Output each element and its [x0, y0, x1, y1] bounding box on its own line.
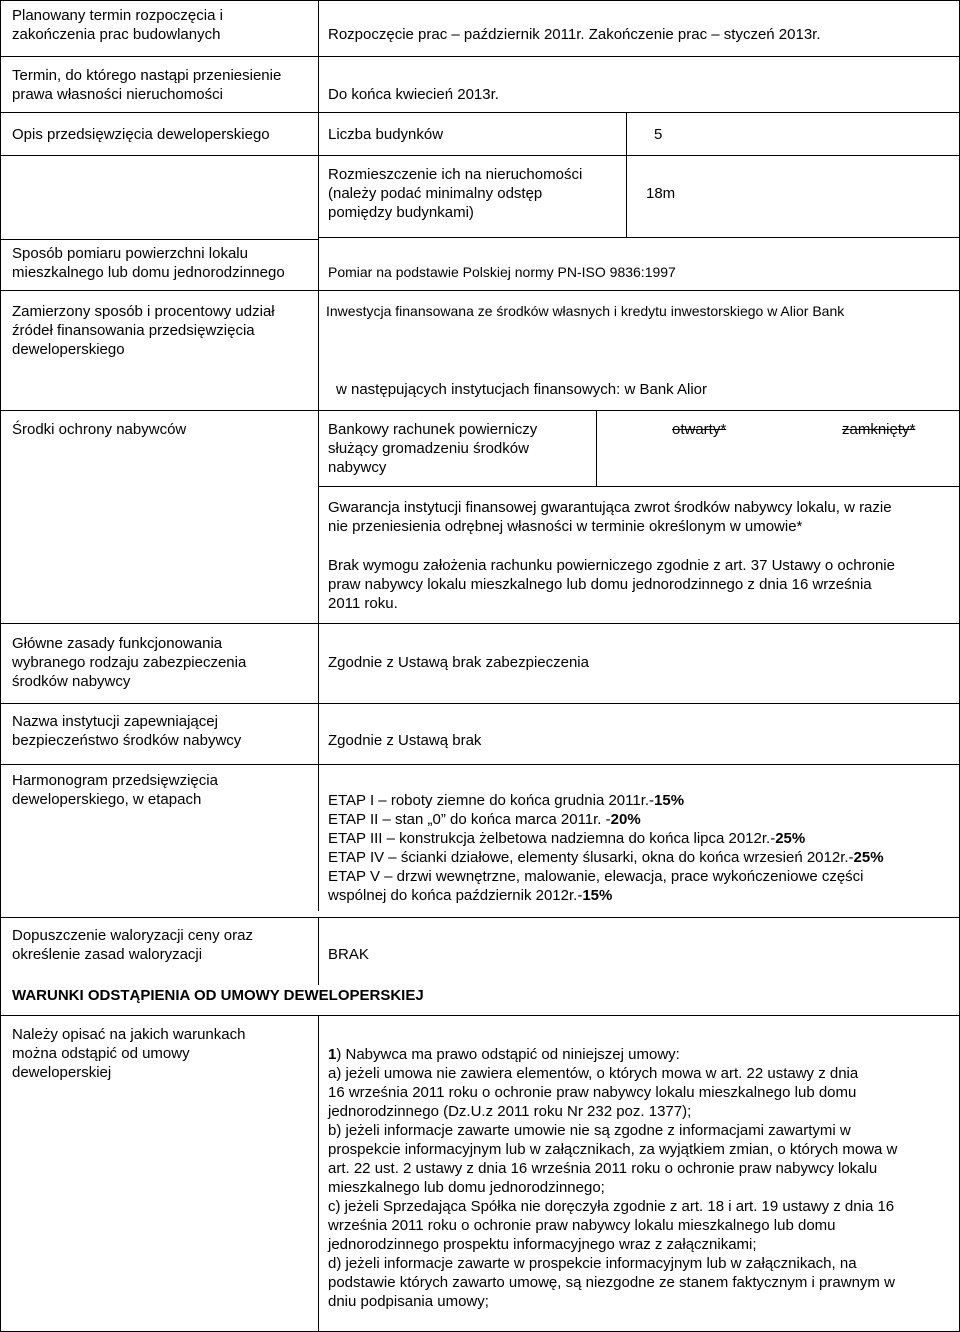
label-valorization	[12, 926, 253, 964]
label-placement	[328, 165, 582, 222]
label-line: Bankowy rachunek powierniczy	[328, 421, 538, 438]
label-line: Dopuszczenie waloryzacji ceny oraz	[12, 927, 253, 944]
label-line: deweloperskiej	[12, 1064, 112, 1081]
label-escrow-account	[328, 420, 537, 477]
intro-number: 1	[328, 1046, 337, 1063]
text-line: praw nabywcy lokalu mieszkalnego lub domu jednorodzinnego z dnia 16 września	[328, 576, 872, 593]
value-ownership: Do końca kwiecień 2013r.	[328, 86, 499, 103]
condition-line: b) jeżeli informacje zawarte umowie nie są zgodne z informacjami zawartymi w	[328, 1122, 851, 1139]
stage-5	[328, 867, 884, 886]
label-withdrawal	[12, 1025, 245, 1082]
stage-pct: 25%	[775, 830, 806, 847]
value-start-finish: Rozpoczęcie prac – październik 2011r. Zakończenie prac – styczeń 2013r.	[328, 26, 821, 43]
stage-3	[328, 829, 884, 848]
label-financing	[12, 302, 275, 359]
option-open: otwarty*	[672, 421, 727, 438]
label-line: deweloperskiego	[12, 341, 125, 358]
label-line: Należy opisać na jakich warunkach	[12, 1026, 246, 1043]
condition-line: dniu podpisania umowy;	[328, 1293, 489, 1310]
stage-pct: 25%	[853, 849, 884, 866]
value-institutions: w następujących instytucjach finansowych: w Bank Alior	[336, 381, 708, 398]
label-start-finish	[12, 6, 223, 44]
label-line: mieszkalnego lub domu jednorodzinnego	[12, 264, 285, 281]
option-closed: zamknięty*	[842, 421, 916, 438]
condition-line: mieszkalnego lub domu jednorodzinnego;	[328, 1179, 605, 1196]
value-principles: Zgodnie z Ustawą brak zabezpieczenia	[328, 654, 589, 671]
stage-pct: 15%	[654, 792, 685, 809]
label-line: Rozmieszczenie ich na nieruchomości	[328, 166, 583, 183]
label-line: Termin, do którego nastąpi przeniesienie	[12, 67, 282, 84]
label-line: Nazwa instytucji zapewniającej	[12, 713, 218, 730]
label-line: Główne zasady funkcjonowania	[12, 635, 223, 652]
label-line: Harmonogram przedsięwzięcia	[12, 772, 218, 789]
value-institution: Zgodnie z Ustawą brak	[328, 732, 482, 749]
value-placement: 18m	[646, 185, 676, 202]
label-line: źródeł finansowania przedsięwzięcia	[12, 322, 255, 339]
label-line: (należy podać minimalny odstęp	[328, 185, 543, 202]
stage-text: – ścianki działowe, elementy ślusarki, okna do końca wrzesień 2012r.-	[384, 849, 854, 866]
stage-pct: 15%	[582, 887, 613, 904]
stage-name: ETAP V	[328, 868, 380, 885]
text-line: 2011 roku.	[328, 595, 398, 612]
stage-text: – konstrukcja żelbetowa nadziemna do końca lipca 2012r.-	[382, 830, 776, 847]
condition-line: jednorodzinnego prospektu informacyjnego wraz z załącznikami;	[328, 1236, 757, 1253]
label-institution	[12, 712, 241, 750]
condition-line: art. 22 ust. 2 ustawy z dnia 16 września 2011 roku o ochronie praw nabywcy lokalu	[328, 1160, 878, 1177]
value-guarantee	[328, 498, 892, 536]
label-line: Planowany termin rozpoczęcia i	[12, 7, 223, 24]
condition-line: podstawie których zawarto umowę, są niezgodne ze stanem faktycznym i prawnym w	[328, 1274, 895, 1291]
stage-name: ETAP II	[328, 811, 379, 828]
value-no-requirement	[328, 556, 895, 613]
label-line: służący gromadzeniu środków	[328, 440, 529, 457]
stage-name: ETAP IV	[328, 849, 385, 866]
stage-pct: 20%	[610, 811, 641, 828]
stage-text: wspólnej do końca październik 2012r.-	[328, 887, 583, 904]
withdrawal-conditions	[328, 1045, 897, 1311]
label-line: wybranego rodzaju zabezpieczenia	[12, 654, 247, 671]
value-valorization: BRAK	[328, 946, 369, 963]
text-line: Brak wymogu założenia rachunku powierniczego zgodnie z art. 37 Ustawy o ochronie	[328, 557, 895, 574]
label-line: Sposób pomiaru powierzchni lokalu	[12, 245, 248, 262]
label-schedule	[12, 771, 218, 809]
stage-text: – stan „0” do końca marca 2011r. -	[378, 811, 611, 828]
label-line: zakończenia prac budowlanych	[12, 26, 221, 43]
condition-line: jednorodzinnego (Dz.U.z 2011 roku Nr 232 poz. 1377);	[328, 1103, 692, 1120]
label-line: deweloperskiego, w etapach	[12, 791, 202, 808]
condition-line: d) jeżeli informacje zawarte w prospekcie informacyjnym lub w załącznikach, na	[328, 1255, 857, 1272]
label-line: bezpieczeństwo środków nabywcy	[12, 732, 242, 749]
text-line: nie przeniesienia odrębnej własności w terminie określonym w umowie*	[328, 518, 803, 535]
condition-line: c) jeżeli Sprzedająca Spółka nie doręczyła zgodnie z art. 18 i art. 19 ustawy z dnia 16	[328, 1198, 895, 1215]
condition-line: września 2011 roku o ochronie praw nabywcy lokalu mieszkalnego lub domu	[328, 1217, 836, 1234]
stage-text: – drzwi wewnętrzne, malowanie, elewacja, prace wykończeniowe części	[379, 868, 864, 885]
label-line: można odstąpić od umowy	[12, 1045, 190, 1062]
condition-line: 16 września 2011 roku o ochronie praw nabywcy lokalu mieszkalnego lub domu	[328, 1084, 857, 1101]
stage-2	[328, 810, 884, 829]
stage-name: ETAP III	[328, 830, 383, 847]
withdrawal-heading: WARUNKI ODSTĄPIENIA OD UMOWY DEWELOPERSKIEJ	[12, 987, 424, 1004]
condition-line: prospekcie informacyjnym lub w załącznikach, za wyjątkiem zmian, o których mowa w	[328, 1141, 898, 1158]
stage-text: – roboty ziemne do końca grudnia 2011r.-	[374, 792, 655, 809]
label-line: pomiędzy budynkami)	[328, 204, 474, 221]
value-measurement: Pomiar na podstawie Polskiej normy PN-ISO 9836:1997	[328, 264, 676, 280]
label-line: prawa własności nieruchomości	[12, 86, 223, 103]
withdrawal-intro	[328, 1045, 897, 1064]
label-protection: Środki ochrony nabywców	[12, 421, 187, 438]
value-financing: Inwestycja finansowana ze środków własnych i kredytu inwestorskiego w Alior Bank	[326, 303, 845, 319]
label-buildings: Liczba budynków	[328, 126, 444, 143]
intro-text: ) Nabywca ma prawo odstąpić od niniejszej umowy:	[336, 1046, 680, 1063]
label-description: Opis przedsięwzięcia deweloperskiego	[12, 126, 270, 143]
label-line: środków nabywcy	[12, 673, 131, 690]
value-buildings: 5	[654, 126, 663, 143]
label-line: określenie zasad waloryzacji	[12, 946, 203, 963]
stage-4	[328, 848, 884, 867]
text-line: Gwarancja instytucji finansowej gwarantująca zwrot środków nabywcy lokalu, w razie	[328, 499, 892, 516]
condition-line: a) jeżeli umowa nie zawiera elementów, o których mowa w art. 22 ustawy z dnia	[328, 1065, 859, 1082]
schedule-stages	[328, 791, 884, 905]
label-ownership	[12, 66, 281, 104]
label-line: Zamierzony sposób i procentowy udział	[12, 303, 275, 320]
stage-5-cont	[328, 886, 884, 905]
label-measurement	[12, 244, 285, 282]
label-principles	[12, 634, 246, 691]
label-line: nabywcy	[328, 459, 387, 476]
stage-name: ETAP I	[328, 792, 375, 809]
stage-1	[328, 791, 884, 810]
